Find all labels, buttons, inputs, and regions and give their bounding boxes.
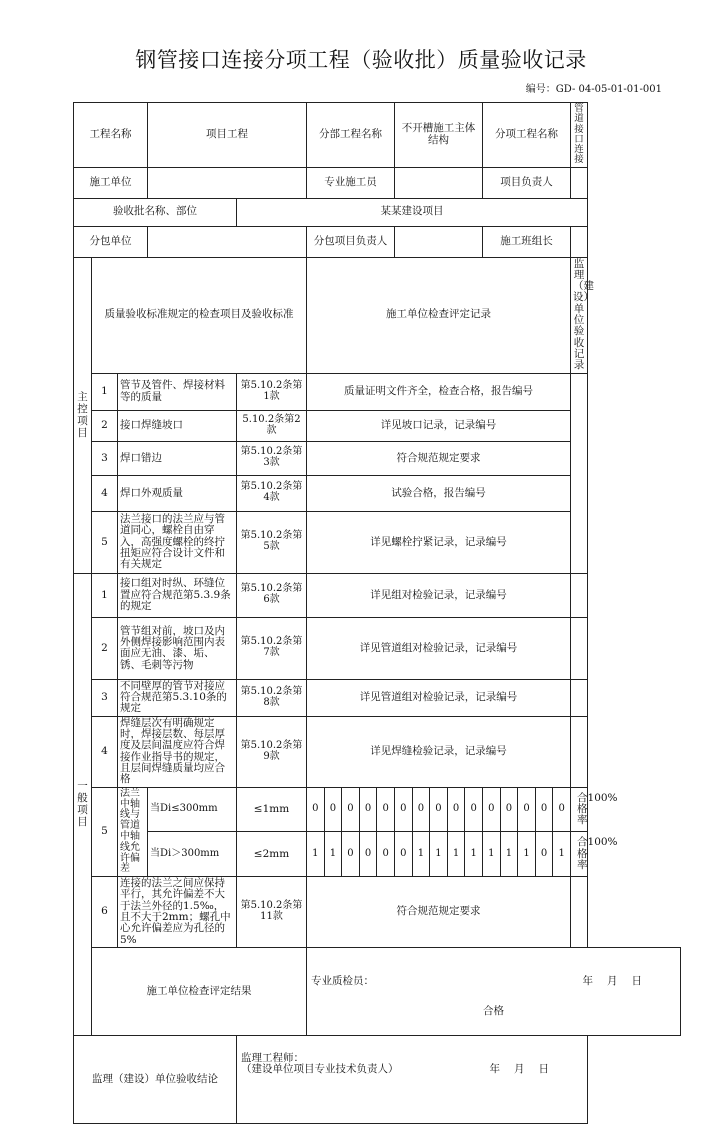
conclusion-text: 合格 — [483, 1004, 504, 1017]
general-item-no: 3 — [92, 679, 118, 716]
inspection-form-table — [73, 102, 681, 1124]
main-item-result[interactable]: 符合规范规定要求 — [307, 441, 571, 475]
main-item-no: 3 — [92, 441, 118, 475]
general-item-desc: 接口组对时纵、环缝位置应符合规范第5.3.9条的规定 — [118, 573, 237, 617]
supervisor-conclusion-label: 监理（建设）单位验收结论 — [74, 1036, 237, 1124]
measurement-value[interactable]: 1 — [412, 832, 430, 877]
general-item-no: 2 — [92, 617, 118, 679]
measurement-value[interactable]: 1 — [307, 832, 325, 877]
measurement-value[interactable]: 1 — [553, 832, 571, 877]
general-item-desc: 管节组对前，坡口及内外侧焊接影响范围内表面应无油、漆、垢、锈、毛刺等污物 — [118, 617, 237, 679]
project-name-value[interactable]: 项目工程 — [148, 103, 307, 168]
measurement-value[interactable]: 0 — [377, 787, 395, 832]
general-item-result[interactable]: 详见管道组对检验记录，记录编号 — [307, 617, 571, 679]
item6-desc: 连接的法兰之间应保持平行，其允许偏差不大于法兰外径的1.5‰，且不大于2mm；螺孔中心允许偏差应为孔径的5% — [118, 877, 237, 948]
main-item-desc: 接口焊缝坡口 — [118, 410, 237, 441]
main-item-desc: 焊口外观质量 — [118, 475, 237, 511]
batch-value[interactable]: 某某建设项目 — [237, 198, 588, 226]
foreman-value[interactable] — [395, 167, 483, 198]
pass-rate: 合格率 100% — [571, 832, 588, 877]
contractor-conclusion-label: 施工单位检查评定结果 — [92, 948, 307, 1036]
measurement-value[interactable]: 0 — [324, 787, 342, 832]
main-item-clause: 5.10.2条第2款 — [237, 410, 307, 441]
project-manager-value[interactable] — [571, 167, 588, 198]
measurement-value[interactable]: 0 — [395, 832, 413, 877]
measurement-value[interactable]: 1 — [447, 832, 465, 877]
team-leader-value[interactable] — [571, 226, 588, 257]
measurement-value[interactable]: 0 — [377, 832, 395, 877]
general-supervisor-record[interactable] — [571, 617, 588, 679]
subcontractor-label: 分包单位 — [74, 226, 148, 257]
item5-tolerance: ≤1mm — [237, 787, 307, 832]
general-item-result[interactable]: 详见焊缝检验记录，记录编号 — [307, 716, 571, 787]
measurement-value[interactable]: 0 — [483, 787, 501, 832]
item5-condition: 当Di≤300mm — [148, 787, 237, 832]
general-item-no: 4 — [92, 716, 118, 787]
measurement-value[interactable]: 1 — [483, 832, 501, 877]
general-item-clause: 第5.10.2条第7款 — [237, 617, 307, 679]
measurement-value[interactable]: 0 — [447, 787, 465, 832]
measurement-value[interactable]: 0 — [535, 787, 553, 832]
date-label: 年月日 — [582, 975, 656, 988]
item5-desc: 法兰中轴线与管道中轴线允许偏差 — [118, 787, 148, 876]
general-supervisor-record[interactable] — [571, 573, 588, 617]
main-item-clause: 第5.10.2条第4款 — [237, 475, 307, 511]
main-supervisor-record[interactable] — [571, 373, 588, 573]
item-name-value[interactable]: 管道接口连接 — [571, 103, 588, 168]
general-item-result[interactable]: 详见管道组对检验记录，记录编号 — [307, 679, 571, 716]
project-name-label: 工程名称 — [74, 103, 148, 168]
item5-tolerance: ≤2mm — [237, 832, 307, 877]
main-item-desc: 焊口错边 — [118, 441, 237, 475]
measurement-value[interactable]: 1 — [465, 832, 483, 877]
measurement-value[interactable]: 0 — [342, 832, 360, 877]
general-item-desc: 不同壁厚的管节对接应符合规范第5.3.10条的规定 — [118, 679, 237, 716]
main-item-no: 4 — [92, 475, 118, 511]
item6-result[interactable]: 符合规范规定要求 — [307, 877, 571, 948]
subproject-label: 分部工程名称 — [307, 103, 395, 168]
main-item-no: 1 — [92, 373, 118, 410]
criteria-header: 质量验收标准规定的检查项目及验收标准 — [92, 257, 307, 373]
sub-pm-value[interactable] — [395, 226, 483, 257]
general-item-no: 1 — [92, 573, 118, 617]
measurement-value[interactable]: 1 — [430, 832, 448, 877]
measurement-value[interactable]: 0 — [430, 787, 448, 832]
measurement-value[interactable]: 0 — [553, 787, 571, 832]
general-supervisor-record[interactable] — [571, 679, 588, 716]
main-item-result[interactable]: 试验合格，报告编号 — [307, 475, 571, 511]
contractor-value[interactable] — [148, 167, 307, 198]
general-supervisor-record[interactable] — [571, 877, 588, 948]
measurement-value[interactable]: 0 — [535, 832, 553, 877]
general-section: 一般项目 — [74, 573, 92, 1035]
supervisor-conclusion[interactable] — [237, 1036, 588, 1124]
foreman-label: 专业施工员 — [307, 167, 395, 198]
supervisor-signature-label: 监理工程师： （建设单位项目专业技术负责人） — [241, 1051, 399, 1076]
measurement-value[interactable]: 0 — [395, 787, 413, 832]
measurement-value[interactable]: 0 — [307, 787, 325, 832]
measurement-value[interactable]: 0 — [359, 787, 377, 832]
main-item-clause: 第5.10.2条第1款 — [237, 373, 307, 410]
contractor-conclusion[interactable] — [307, 948, 681, 1036]
measurement-value[interactable]: 0 — [465, 787, 483, 832]
general-item-clause: 第5.10.2条第8款 — [237, 679, 307, 716]
general-item-clause: 第5.10.2条第6款 — [237, 573, 307, 617]
item5-no: 5 — [92, 787, 118, 876]
subproject-value[interactable]: 不开槽施工主体结构 — [395, 103, 483, 168]
main-item-no: 2 — [92, 410, 118, 441]
general-item-clause: 第5.10.2条第9款 — [237, 716, 307, 787]
main-item-desc: 法兰接口的法兰应与管道同心，螺栓自由穿入，高强度螺栓的终拧扭矩应符合设计文件和有关规定 — [118, 511, 237, 573]
subcontractor-value[interactable] — [148, 226, 307, 257]
main-item-result[interactable]: 详见螺栓拧紧记录，记录编号 — [307, 511, 571, 573]
project-manager-label: 项目负责人 — [483, 167, 571, 198]
pass-rate: 合格率 100% — [571, 787, 588, 832]
team-leader-label: 施工班组长 — [483, 226, 571, 257]
general-item-result[interactable]: 详见组对检验记录，记录编号 — [307, 573, 571, 617]
inspector-signature-label: 专业质检员： — [311, 975, 374, 988]
contractor-check-header: 施工单位检查评定记录 — [307, 257, 571, 373]
batch-label: 验收批名称、部位 — [74, 198, 237, 226]
item5-condition: 当Di＞300mm — [148, 832, 237, 877]
contractor-label: 施工单位 — [74, 167, 148, 198]
measurement-value[interactable]: 0 — [500, 787, 518, 832]
main-control-section: 主控项目 — [74, 257, 92, 573]
main-item-no: 5 — [92, 511, 118, 573]
measurement-value[interactable]: 1 — [500, 832, 518, 877]
main-item-result[interactable]: 质量证明文件齐全，检查合格，报告编号 — [307, 373, 571, 410]
measurement-value[interactable]: 0 — [518, 787, 536, 832]
general-item-desc: 焊缝层次有明确规定时，焊接层数、每层厚度及层间温度应符合焊接作业指导书的规定，且层间焊缝质量均应合格 — [118, 716, 237, 787]
item6-clause: 第5.10.2条第11款 — [237, 877, 307, 948]
date-label: 年月日 — [489, 1063, 564, 1076]
supervisor-check-header: 监理（建设）单位验收记录 — [571, 257, 588, 373]
main-item-result[interactable]: 详见坡口记录，记录编号 — [307, 410, 571, 441]
measurement-value[interactable]: 1 — [518, 832, 536, 877]
main-item-clause: 第5.10.2条第3款 — [237, 441, 307, 475]
main-item-clause: 第5.10.2条第5款 — [237, 511, 307, 573]
measurement-value[interactable]: 1 — [324, 832, 342, 877]
page-title: 钢管接口连接分项工程（验收批）质量验收记录 — [135, 48, 587, 72]
item-name-label: 分项工程名称 — [483, 103, 571, 168]
measurement-value[interactable]: 0 — [342, 787, 360, 832]
measurement-value[interactable]: 0 — [359, 832, 377, 877]
item6-no: 6 — [92, 877, 118, 948]
sub-pm-label: 分包项目负责人 — [307, 226, 395, 257]
document-number: 编号：GD- 04-05-01-01-001 — [525, 84, 662, 95]
main-item-desc: 管节及管件、焊接材料等的质量 — [118, 373, 237, 410]
general-supervisor-record[interactable] — [571, 716, 588, 787]
measurement-value[interactable]: 0 — [412, 787, 430, 832]
